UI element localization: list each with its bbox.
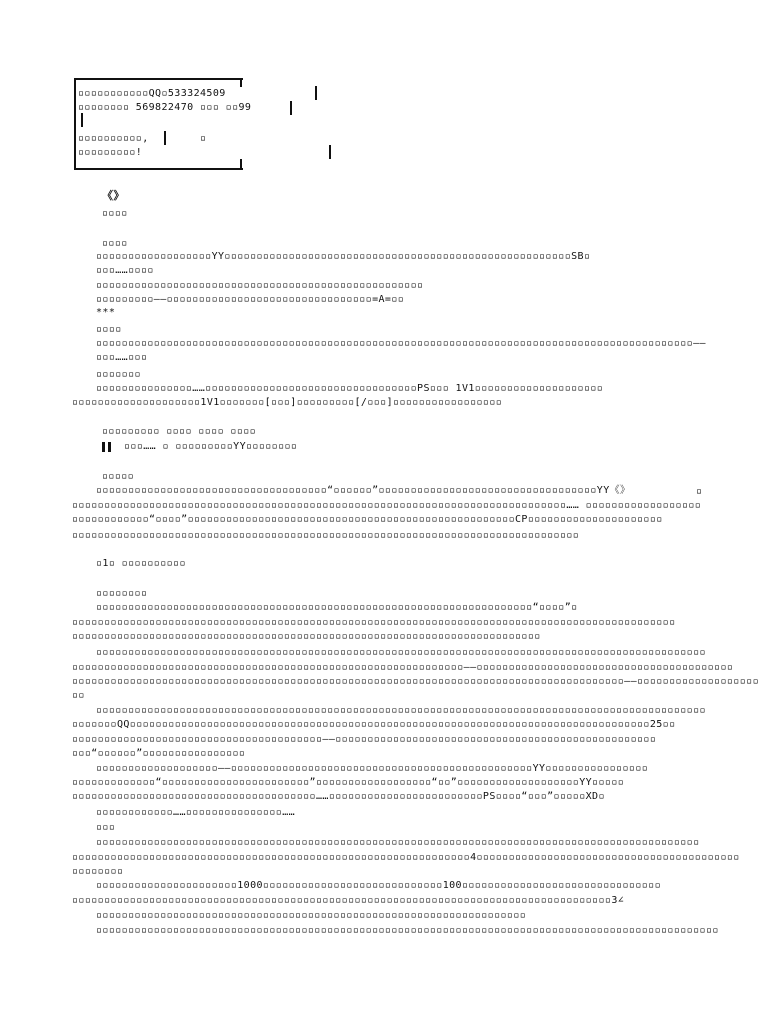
text-line: ▫▫▫▫▫▫▫▫▫▫▫▫▫▫▫▫▫▫▫▫▫▫▫▫▫▫▫▫▫▫▫▫▫▫▫▫▫▫▫▫▫▫▫▫▫▫▫▫▫▫▫▫▫▫▫▫▫▫▫▫▫▫▫▫▫▫▫▫▫▫▫▫▫ — [72, 631, 541, 642]
text-line: ▫▫▫▫▫▫▫ — [96, 369, 141, 380]
pause-icon-bar-right — [108, 442, 111, 452]
text-line: ▫▫▫▫▫▫▫▫▫▫▫▫▫▫▫……▫▫▫▫▫▫▫▫▫▫▫▫▫▫▫▫▫▫▫▫▫▫▫▫▫▫▫▫▫▫▫▫▫PS▫▫▫ 1V1▫▫▫▫▫▫▫▫▫▫▫▫▫▫▫▫▫▫▫▫ — [96, 383, 604, 394]
header-line-greeting: ▫▫▫▫▫▫▫▫▫▫, — [78, 133, 149, 144]
text-line: ▫▫▫▫▫▫▫▫▫▫▫▫▫▫▫▫▫▫▫▫▫▫▫▫▫▫▫▫▫▫▫▫▫▫▫▫▫▫▫▫▫▫▫▫▫▫▫▫▫▫▫▫▫▫▫▫▫▫▫▫▫▫4▫▫▫▫▫▫▫▫▫▫▫▫▫▫▫▫▫▫▫▫▫▫▫▫▫▫▫▫▫▫▫▫▫▫▫▫▫▫▫▫▫ — [72, 852, 740, 863]
text-line: ▫1▫ ▫▫▫▫▫▫▫▫▫▫ — [96, 558, 186, 569]
text-line: ▫▫▫“▫▫▫▫▫▫”▫▫▫▫▫▫▫▫▫▫▫▫▫▫▫▫ — [72, 748, 246, 759]
text-line: ▫▫▫▫▫▫▫▫▫▫▫▫▫▫▫▫▫▫▫▫▫▫▫▫▫▫▫▫▫▫▫▫▫▫▫▫▫▫▫▫▫▫▫▫▫▫▫▫▫▫▫▫▫▫▫▫▫▫▫▫▫▫▫▫▫▫▫ — [96, 910, 527, 921]
header-box-corner-bottom — [240, 159, 242, 168]
text-line: ▫▫▫▫▫▫▫▫▫▫▫▫▫▫▫▫▫▫▫▫▫▫▫▫▫▫▫▫▫▫▫▫▫▫▫▫▫▫▫▫▫▫▫▫▫▫▫▫▫▫▫▫▫▫▫▫▫▫▫▫▫▫▫▫▫▫▫▫▫▫▫▫▫▫▫▫▫▫▫▫▫▫▫▫▫▫▫▫▫▫▫▫▫—— — [96, 338, 706, 349]
title-book-marks: 《》 — [102, 189, 125, 202]
text-line: ▫▫ — [72, 690, 85, 701]
header-line-closing: ▫▫▫▫▫▫▫▫▫! — [78, 147, 143, 158]
cursor-bar-4 — [164, 131, 166, 145]
header-box-corner-top — [240, 78, 242, 87]
header-line-number: ▫▫▫▫▫▫▫▫ 569822470 ▫▫▫ ▫▫99 — [78, 102, 252, 113]
text-line: ▫▫▫▫▫▫▫▫▫▫▫▫▫▫▫▫▫▫▫▫▫▫▫▫▫▫▫▫▫▫▫▫▫▫▫▫▫▫▫▫▫▫▫▫▫▫▫▫▫▫▫▫▫▫▫▫▫▫▫▫▫▫▫▫▫▫▫▫“▫▫▫▫”▫ — [96, 602, 578, 613]
text-line: ▫▫▫▫▫▫▫▫▫▫▫▫▫▫▫▫▫▫▫▫▫▫▫▫▫▫▫▫▫▫▫▫▫▫▫▫▫▫▫▫▫▫▫▫▫▫▫▫▫▫▫▫▫▫▫▫▫▫▫▫▫▫▫▫▫▫▫▫▫▫▫▫▫▫▫▫▫▫▫ — [72, 530, 580, 541]
text-line: ▫▫▫▫▫▫▫▫▫▫▫▫……▫▫▫▫▫▫▫▫▫▫▫▫▫▫▫…… — [96, 807, 296, 818]
text-line: ▫▫▫ — [96, 822, 116, 833]
text-line: ▫▫▫▫▫▫▫▫▫▫▫▫▫▫▫▫▫▫▫▫▫▫▫▫▫▫▫▫▫▫▫▫▫▫▫▫▫▫▫▫▫▫▫▫▫▫▫▫▫▫▫▫▫▫▫▫▫▫▫▫▫▫▫▫▫▫▫▫▫▫▫▫▫▫▫▫▫▫▫▫▫▫▫▫▫▫▫▫▫▫▫▫▫▫▫ — [96, 647, 706, 658]
text-line: ▫▫▫▫ — [96, 324, 122, 335]
text-line: ▫▫▫▫▫▫▫▫▫▫▫▫▫▫▫▫▫▫▫▫1V1▫▫▫▫▫▫▫[▫▫▫]▫▫▫▫▫▫▫▫▫[/▫▫▫]▫▫▫▫▫▫▫▫▫▫▫▫▫▫▫▫▫ — [72, 397, 503, 408]
text-line: ▫▫▫▫▫▫▫▫▫▫▫▫▫▫▫▫▫▫▫▫▫▫▫▫▫▫▫▫▫▫▫▫▫▫▫▫▫▫▫▫▫▫▫▫▫▫▫▫▫▫▫▫▫▫▫▫▫▫▫▫▫▫▫▫▫▫▫▫▫▫▫▫▫▫▫▫▫▫▫▫▫▫▫▫3∠ — [72, 895, 625, 906]
text-line: *** — [96, 307, 116, 318]
text-line: ▫▫▫▫▫▫▫▫ — [72, 866, 124, 877]
text-line: ▫▫▫▫▫▫▫▫▫▫▫▫▫▫▫▫▫▫▫▫▫▫1000▫▫▫▫▫▫▫▫▫▫▫▫▫▫▫▫▫▫▫▫▫▫▫▫▫▫▫▫100▫▫▫▫▫▫▫▫▫▫▫▫▫▫▫▫▫▫▫▫▫▫▫▫▫▫▫▫▫▫▫ — [96, 880, 662, 891]
text-line: ▫▫▫▫▫▫▫▫▫▫▫▫▫▫▫▫▫▫▫▫▫▫▫▫▫▫▫▫▫▫▫▫▫▫▫▫▫▫▫▫▫▫▫▫▫▫▫▫▫▫▫ — [96, 280, 424, 291]
pause-icon-bar-left — [102, 442, 105, 452]
text-line: ▫▫▫▫▫▫▫▫▫▫▫▫▫“▫▫▫▫▫▫▫▫▫▫▫▫▫▫▫▫▫▫▫▫▫▫▫”▫▫▫▫▫▫▫▫▫▫▫▫▫▫▫▫▫▫“▫▫”▫▫▫▫▫▫▫▫▫▫▫▫▫▫▫▫▫▫▫YY▫▫▫▫▫ — [72, 777, 625, 788]
text-line: ▫▫▫▫▫▫▫▫▫▫▫▫▫▫▫▫▫▫▫▫▫▫▫▫▫▫▫▫▫▫▫▫▫▫▫▫▫▫▫▫▫▫▫▫▫▫▫▫▫▫▫▫▫▫▫▫▫▫▫▫▫▫▫▫▫▫▫▫▫▫▫▫▫▫▫▫▫…… ▫▫▫▫▫▫▫▫▫▫▫▫▫▫▫▫▫▫ — [72, 500, 702, 511]
text-line: ▫▫▫……▫▫▫ — [96, 352, 148, 363]
text-line: ▫▫▫▫▫▫▫▫▫▫▫▫▫▫▫▫▫▫▫▫▫▫▫▫▫▫▫▫▫▫▫▫▫▫▫▫▫▫▫——▫▫▫▫▫▫▫▫▫▫▫▫▫▫▫▫▫▫▫▫▫▫▫▫▫▫▫▫▫▫▫▫▫▫▫▫▫▫▫▫▫▫▫▫▫▫▫▫▫▫ — [72, 734, 657, 745]
text-line: ▫▫▫▫▫▫▫▫▫▫▫▫▫▫▫▫▫▫▫▫▫▫▫▫▫▫▫▫▫▫▫▫▫▫▫▫▫▫▫▫▫▫▫▫▫▫▫▫▫▫▫▫▫▫▫▫▫▫▫▫▫▫▫▫▫▫▫▫▫▫▫▫▫▫▫▫▫▫▫▫▫▫▫▫▫▫▫▫▫▫▫▫▫▫▫▫▫ — [96, 925, 719, 936]
cursor-bar-3 — [81, 113, 83, 127]
text-line: ▫▫▫▫▫▫▫▫▫▫▫▫▫▫▫▫▫▫▫▫▫▫▫▫▫▫▫▫▫▫▫▫▫▫▫▫▫▫▫▫▫▫▫▫▫▫▫▫▫▫▫▫▫▫▫▫▫▫▫▫▫▫▫▫▫▫▫▫▫▫▫▫▫▫▫▫▫▫▫▫▫▫▫▫▫▫▫▫▫▫▫▫▫▫ — [96, 837, 700, 848]
text-line: ▫▫▫▫▫▫▫▫▫▫▫▫“▫▫▫▫”▫▫▫▫▫▫▫▫▫▫▫▫▫▫▫▫▫▫▫▫▫▫▫▫▫▫▫▫▫▫▫▫▫▫▫▫▫▫▫▫▫▫▫▫▫▫▫▫▫▫▫CP▫▫▫▫▫▫▫▫▫▫▫▫▫▫▫▫▫▫▫▫▫ — [72, 514, 663, 525]
text-line: ▫▫▫▫ — [102, 238, 128, 249]
text-line: ▫▫▫…… ▫ ▫▫▫▫▫▫▫▫▫YY▫▫▫▫▫▫▫▫ — [124, 441, 298, 452]
text-line: ▫▫▫▫▫▫▫▫▫▫▫▫▫▫▫▫▫▫▫▫▫▫▫▫▫▫▫▫▫▫▫▫▫▫▫▫▫▫……▫▫▫▫▫▫▫▫▫▫▫▫▫▫▫▫▫▫▫▫▫▫▫▫PS▫▫▫▫“▫▫▫”▫▫▫▫▫XD▫ — [72, 791, 605, 802]
header-line-greeting-tail: ▫ — [200, 133, 207, 144]
text-line: ▫ — [696, 486, 703, 497]
text-line: ▫▫▫▫▫▫▫▫▫ ▫▫▫▫ ▫▫▫▫ ▫▫▫▫ — [102, 426, 257, 437]
header-line-qq: ▫▫▫▫▫▫▫▫▫▫▫QQ▫533324509 — [78, 88, 226, 99]
cursor-bar-1 — [315, 86, 317, 100]
text-line: ▫▫▫▫▫▫▫▫▫▫▫▫▫▫▫▫▫▫▫▫▫▫▫▫▫▫▫▫▫▫▫▫▫▫▫▫▫▫▫▫▫▫▫▫▫▫▫▫▫▫▫▫▫▫▫▫▫▫▫▫▫▫▫▫▫▫▫▫▫▫▫▫▫▫▫▫▫▫▫▫▫▫▫▫▫▫——▫▫▫▫▫▫▫▫▫▫▫▫▫▫▫▫▫▫▫ — [72, 676, 759, 687]
text-line: ▫▫▫▫▫▫▫▫▫▫▫▫▫▫▫▫▫▫YY▫▫▫▫▫▫▫▫▫▫▫▫▫▫▫▫▫▫▫▫▫▫▫▫▫▫▫▫▫▫▫▫▫▫▫▫▫▫▫▫▫▫▫▫▫▫▫▫▫▫▫▫▫▫SB▫ — [96, 251, 591, 262]
text-line: ▫▫▫▫▫ — [102, 471, 135, 482]
text-line: ▫▫▫▫▫▫▫▫▫▫▫▫▫▫▫▫▫▫▫▫▫▫▫▫▫▫▫▫▫▫▫▫▫▫▫▫▫▫▫▫▫▫▫▫▫▫▫▫▫▫▫▫▫▫▫▫▫▫▫▫▫——▫▫▫▫▫▫▫▫▫▫▫▫▫▫▫▫▫▫▫▫▫▫▫▫▫▫▫▫▫▫▫▫▫▫▫▫▫▫▫▫ — [72, 662, 734, 673]
text-line: ▫▫▫▫▫▫▫▫▫——▫▫▫▫▫▫▫▫▫▫▫▫▫▫▫▫▫▫▫▫▫▫▫▫▫▫▫▫▫▫▫▫=A=▫▫ — [96, 294, 405, 305]
text-line: ▫▫▫▫▫▫▫▫▫▫▫▫▫▫▫▫▫▫▫▫▫▫▫▫▫▫▫▫▫▫▫▫▫▫▫▫“▫▫▫▫▫▫”▫▫▫▫▫▫▫▫▫▫▫▫▫▫▫▫▫▫▫▫▫▫▫▫▫▫▫▫▫▫▫▫▫▫YY《》 — [96, 485, 631, 496]
text-line: ▫▫▫▫▫▫▫▫▫▫▫▫▫▫▫▫▫▫▫▫▫▫▫▫▫▫▫▫▫▫▫▫▫▫▫▫▫▫▫▫▫▫▫▫▫▫▫▫▫▫▫▫▫▫▫▫▫▫▫▫▫▫▫▫▫▫▫▫▫▫▫▫▫▫▫▫▫▫▫▫▫▫▫▫▫▫▫▫▫▫▫▫▫▫▫ — [96, 705, 706, 716]
text-line: ▫▫▫▫▫▫▫▫▫▫▫▫▫▫▫▫▫▫▫▫▫▫▫▫▫▫▫▫▫▫▫▫▫▫▫▫▫▫▫▫▫▫▫▫▫▫▫▫▫▫▫▫▫▫▫▫▫▫▫▫▫▫▫▫▫▫▫▫▫▫▫▫▫▫▫▫▫▫▫▫▫▫▫▫▫▫▫▫▫▫▫▫▫▫ — [72, 617, 676, 628]
text-line: ▫▫▫▫▫▫▫▫ — [96, 588, 148, 599]
text-line: ▫▫▫▫▫▫▫▫▫▫▫▫▫▫▫▫▫▫▫——▫▫▫▫▫▫▫▫▫▫▫▫▫▫▫▫▫▫▫▫▫▫▫▫▫▫▫▫▫▫▫▫▫▫▫▫▫▫▫▫▫▫▫▫▫▫▫YY▫▫▫▫▫▫▫▫▫▫▫▫▫▫▫▫ — [96, 763, 649, 774]
text-line: ▫▫▫▫▫▫▫QQ▫▫▫▫▫▫▫▫▫▫▫▫▫▫▫▫▫▫▫▫▫▫▫▫▫▫▫▫▫▫▫▫▫▫▫▫▫▫▫▫▫▫▫▫▫▫▫▫▫▫▫▫▫▫▫▫▫▫▫▫▫▫▫▫▫▫▫▫▫▫▫▫▫▫▫▫▫▫▫▫▫25▫▫ — [72, 719, 676, 730]
text-line: ▫▫▫……▫▫▫▫ — [96, 265, 154, 276]
page-title: ▫▫▫▫ — [102, 208, 128, 219]
cursor-bar-2 — [290, 101, 292, 115]
cursor-bar-5 — [329, 145, 331, 159]
